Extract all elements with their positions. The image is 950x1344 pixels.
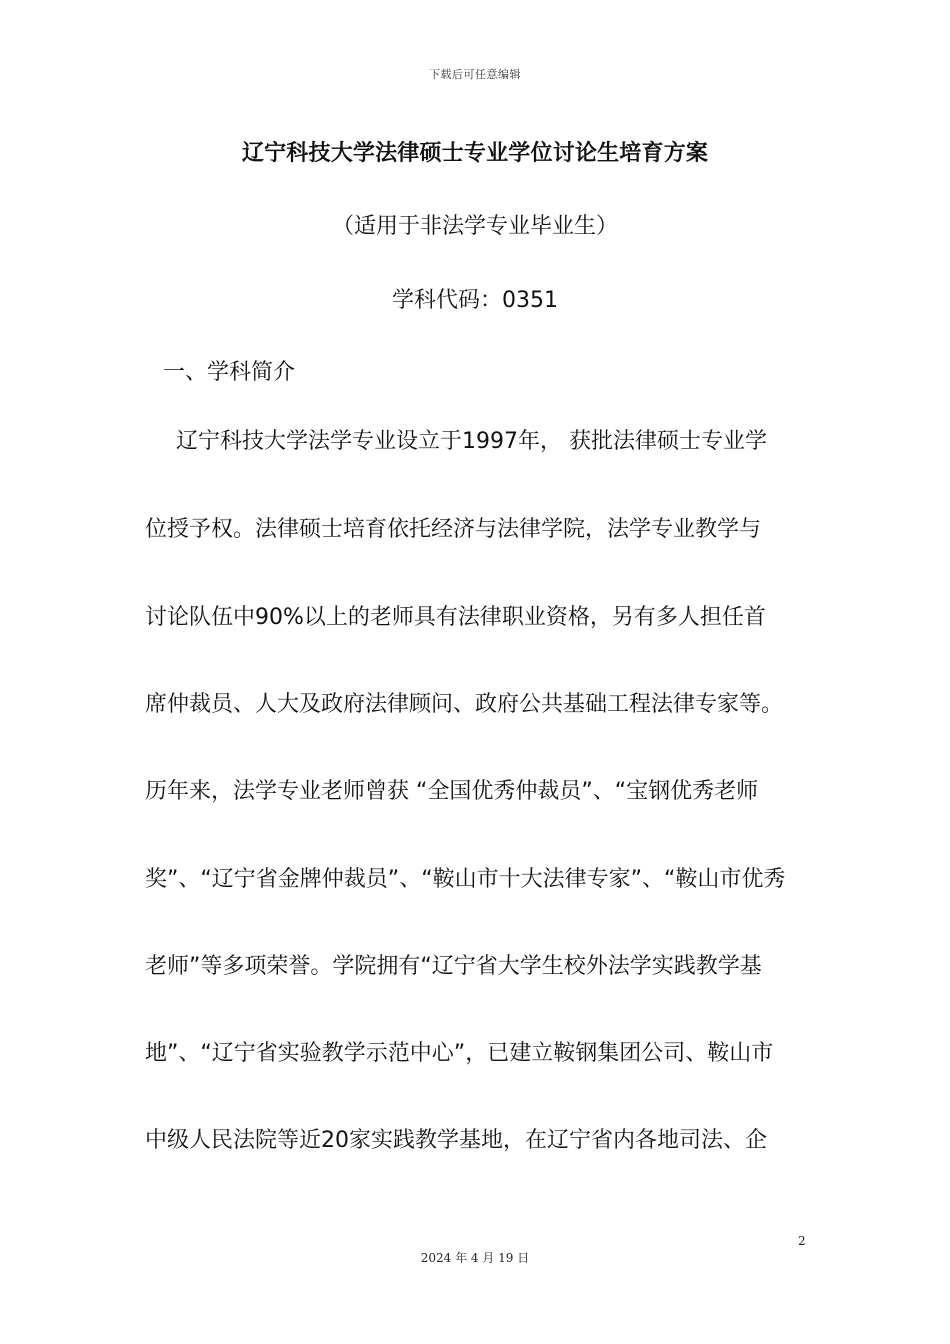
body-line: 老师”等多项荣誉。学院拥有“辽宁省大学生校外法学实践教学基 (145, 954, 762, 979)
document-subtitle: （适用于非法学专业毕业生） (331, 214, 618, 239)
body-line: 位授予权。法律硕士培育依托经济与法律学院，法学专业教学与 (145, 517, 762, 542)
body-line: 辽宁科技大学法学专业设立于1997年， 获批法律硕士专业学 (176, 429, 767, 454)
body-line: 席仲裁员、人大及政府法律顾问、政府公共基础工程法律专家等。 (145, 692, 784, 717)
page-number: 2 (798, 1234, 806, 1248)
body-line: 奖”、“辽宁省金牌仲裁员”、“鞍山市十大法律专家”、“鞍山市优秀 (145, 867, 786, 892)
document-title: 辽宁科技大学法律硕士专业学位讨论生培育方案 (241, 141, 709, 166)
body-line: 历年来，法学专业老师曾获 “全国优秀仲裁员”、“宝钢优秀老师 (145, 779, 759, 804)
subject-code: 学科代码：0351 (392, 288, 558, 313)
section-heading: 一、学科简介 (163, 360, 296, 385)
body-line: 地”、“辽宁省实验教学示范中心”，已建立鞍钢集团公司、鞍山市 (145, 1041, 774, 1066)
body-line: 中级人民法院等近20家实践教学基地，在辽宁省内各地司法、企 (145, 1128, 767, 1153)
header-note: 下载后可任意编辑 (429, 68, 521, 81)
footer-date: 2024 年 4 月 19 日 (420, 1251, 530, 1265)
body-line: 讨论队伍中90%以上的老师具有法律职业资格，另有多人担任首 (145, 605, 766, 630)
